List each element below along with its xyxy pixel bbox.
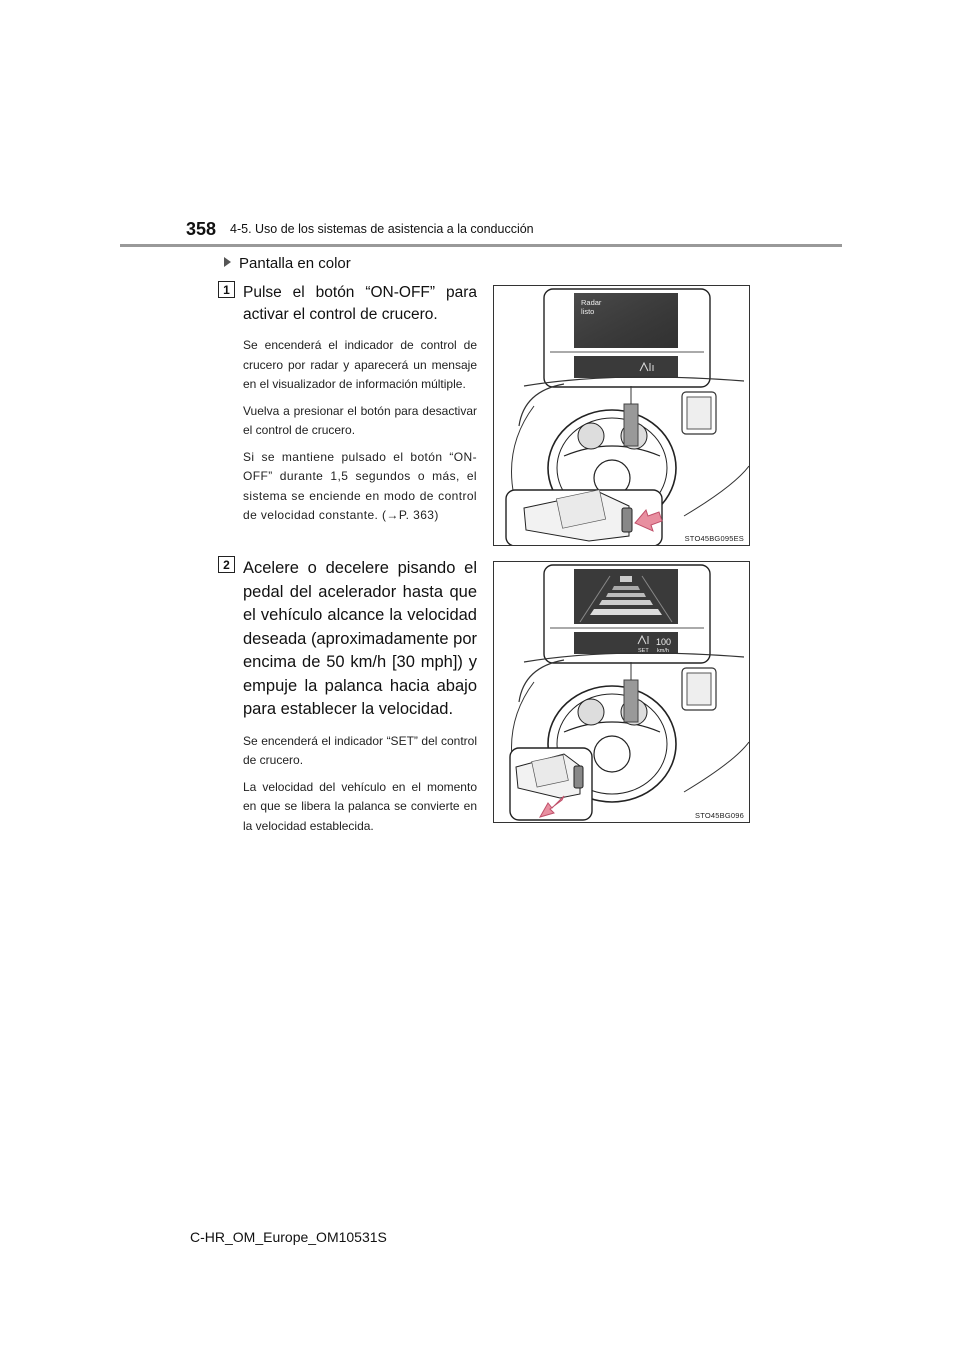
- step-2-note-2: La velocidad del vehículo en el momento en que se libera la palanca se convierte en la velocidad establecida.: [243, 779, 477, 833]
- page-number: 358: [186, 219, 217, 239]
- figure-1-code: STO45BG095ES: [684, 534, 744, 543]
- step-2-text: [243, 557, 477, 836]
- triangle-bullet-icon: [224, 257, 231, 267]
- figure-2-code: STO45BG096: [695, 811, 744, 820]
- step-2-main: Acelere o decelere pisando el pedal del acelerador hasta que el vehículo alcance la velocidad deseada (aproximadamente por encima de 50 km/h [30 mph]) y empuje la palanca hacia abajo para establecer la velocidad.: [243, 559, 477, 718]
- step-badge-1: 1: [218, 281, 235, 298]
- footer-code: C-HR_OM_Europe_OM10531S: [190, 1229, 387, 1245]
- step-1-note-3: Si se mantiene pulsado el botón “ON-OFF” durante 1,5 segundos o más, el sistema se enciende en modo de control de velocidad constante. (→P. 363): [243, 449, 477, 522]
- subheading-text: Pantalla en color: [239, 255, 351, 272]
- figure-1-illustration: [494, 286, 750, 546]
- speed-unit: km/h: [657, 648, 669, 654]
- speed-value: 100: [656, 637, 672, 647]
- figure-2-illustration: [494, 562, 750, 823]
- step-1-note-1: Se encenderá el indicador de control de crucero por radar y aparecerá un mensaje en el visualizador de información múltiple.: [243, 338, 477, 391]
- step-1-text: [243, 282, 477, 526]
- subheading: [224, 255, 351, 272]
- display-text-radar: Radar: [581, 298, 602, 307]
- header-rule: [120, 244, 842, 247]
- step-badge-2: 2: [218, 556, 235, 573]
- step-1-main: Pulse el botón “ON-OFF” para activar el control de crucero.: [243, 284, 477, 323]
- display-text-listo: listo: [581, 307, 595, 316]
- step-2-note-1: Se encenderá el indicador “SET” del control de crucero.: [243, 733, 477, 767]
- section-title: 4-5. Uso de los sistemas de asistencia a la conducción: [230, 222, 534, 236]
- step-1-note-2: Vuelva a presionar el botón para desactivar el control de crucero.: [243, 403, 477, 437]
- figure-1: [493, 285, 750, 546]
- set-indicator: SET: [638, 648, 649, 654]
- figure-2: [493, 561, 750, 823]
